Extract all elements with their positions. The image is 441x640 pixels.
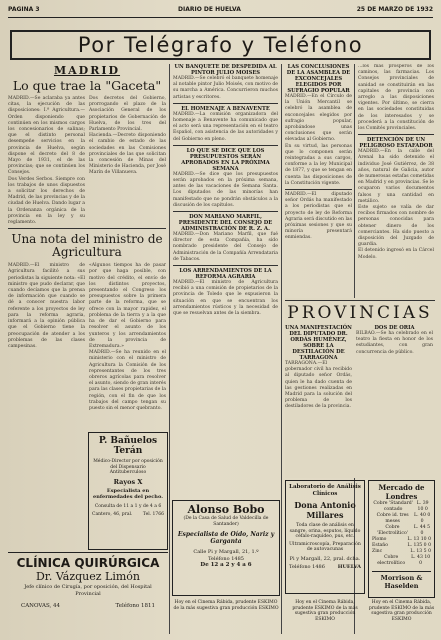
column-divider xyxy=(281,64,282,634)
article-body: MADRID.—En la calle del Arenal ha sido detenido el individuo José Gutiérrez, de 38 años, natural de Galicia, autor de numerosas estafas cometidas en Madrid y en provincias. Se le ocuparon varios documentos falsos y una cantidad en metálico. xyxy=(358,149,434,204)
column-4 xyxy=(358,64,434,304)
issue-date: 25 DE MARZO DE 1932 xyxy=(356,6,433,13)
ad-mercado-londres xyxy=(368,480,435,598)
article-headline: UNA MANIFESTACIÓN DEL DIPUTADO DR. ORDÁS HUMÉNEZ, SOBRE LA DESTILACIÓN DE TARRAGONA xyxy=(285,325,352,361)
ad-text: Jefe clínico de Cirugía, por oposición, del Hospital Provincial xyxy=(24,584,152,597)
price-item: Zinc xyxy=(372,549,383,554)
article-headline: UN BANQUETE DE DESPEDIDA AL PINTOR JULIO MOISES xyxy=(174,64,277,76)
article-body: TARRAGONA.—El gobernador civil ha recibido al diputado señor Ordás, quien le ha dado cuenta de las gestiones realizadas en Madrid para la solución del problema de los destiladores de la provincia. xyxy=(285,361,352,410)
ad-name: Dona Antonio Millares xyxy=(294,500,356,520)
article-body: Dos decretos del Gobierno, prorrogando el plazo de la Asociación General de los propietarios de Gobernación de Huelva, de los tres del Parlamento Provincial. xyxy=(89,96,166,133)
article-headline: LAS CONCLUSIONES DE LA ASAMBLEA DE EXCONCEJALES ELEGIDOS POR SUFRAGIO POPULAR xyxy=(286,64,351,94)
article-body: «Algunos tiempos ha de pasar por que haga posible, con motivo del crédito, el envío de los distintos proyectos, presentando el Congreso los presupuestos sobre la primera parte de la reforma, que se ofrece con la mayor rapidez, el problema de la tierra y a la que ha de dar el Gobierno para resolver el asunto de los yunteros y los arrendamientos de la provincia de Extremadura.» xyxy=(89,263,166,349)
article-body: MADRID.—El diputado señor Ordás ha manifestado a los periodistas que el proyecto de ley de Reforma Agraria será discutido en las próximas sesiones y que su minoría presentará enmiendas. xyxy=(285,192,352,241)
article-body: MADRID.—Se dice que los presupuestos serán aprobados en la próxima semana, antes de las vacaciones de Semana Santa. Los diputados de las minorías han manifestado que no pondrán obstáculos a la discusión de los capítulos. xyxy=(173,171,278,208)
ad-address: Pi y Margall, 22, pral. dcha. xyxy=(289,555,361,562)
article-body: MADRID.—El ministro de Agricultura recibió a una comisión de propietarios de la provincia de Toledo que le expusieron la situación en que se encuentran los arrendamientos rústicos y la necesidad de que se resuelvan antes de la siembra. xyxy=(173,280,278,317)
ad-phone: Tel. 1766 xyxy=(142,511,164,517)
ad-banuelos xyxy=(88,432,168,550)
price-item: Cobre electrolítico xyxy=(377,555,406,566)
ad-laboratorio xyxy=(285,480,365,594)
ad-address: CANOVAS, 44 xyxy=(21,603,61,609)
article-body: MADRID.—El ministro de Agricultura facilitó a sus periodistas la siguiente nota: «El ministro que pudo declarar, que cuando decíamos que la prensa de información que cuando se dé a conocer nuestra labor referente a los proyectos de ley para la reforma agraria, informará a la opinión pública que el Gobierno tiene la preocupación de atender a los problemas de las clases campesinas. xyxy=(8,263,85,349)
price-item: Estaño xyxy=(372,543,389,548)
ad-city: HUELVA xyxy=(337,563,361,570)
ad-text: Consulta de 11 a 1 y de 4 a 6 xyxy=(94,503,162,509)
article-body: BILBAO.—Se ha celebrado en el teatro la fiesta en honor de los estudiantes, con gran concurrencia de público. xyxy=(356,331,433,355)
article-body: ...los más prósperos de los caminos, las farmacias. Los Consejos provinciales de sanidad se constituirán en las capitales de provincia con arreglo a las disposiciones vigentes. Por último, se cierra en las sociedades constituidas de los interesados y se procederá a la constitución de los Comités provinciales. xyxy=(358,64,434,132)
article-separator xyxy=(285,189,352,190)
price-value: L. 44 5 0 xyxy=(413,525,431,536)
ad-text: Especialista de Oído, Nariz y Garganta xyxy=(177,531,275,545)
article-body: El detenido ingresó en la Cárcel Modelo. xyxy=(358,248,434,260)
article-body: Este sujeto se valía de dar recibos firmados con nombre de personas conocidas para obtener dinero de los comerciantes. Ha sido puesto a disposición del Juzgado de guardia. xyxy=(358,205,434,248)
ad-text: (De la Casa de Salud de Valdecilla de Santander) xyxy=(183,516,269,527)
ad-alonso-bobo xyxy=(172,500,280,596)
article-separator xyxy=(173,103,278,104)
ad-text: Médico-Director por oposición del Dispensario Antituberculoso xyxy=(93,459,163,475)
ad-text: Especialista en enfermedades del pecho. xyxy=(93,487,163,500)
article-headline: LOS ARRENDAMIENTOS DE LA REFORMA AGRARIA xyxy=(179,268,272,281)
article-body: MADRID.—En el Círculo de la Unión Mercantil se celebró la asamblea de exconcejales elegidos por sufragio popular, aprobándose unas conclusiones que serán elevadas al Gobierno. xyxy=(285,94,352,143)
article-separator xyxy=(285,300,435,301)
article-separator xyxy=(173,265,278,266)
ad-name: Dr. Vázquez Limón xyxy=(35,570,141,583)
banner-title: Por Telégrafo y Teléfono xyxy=(77,33,364,57)
ad-text: Ultramicroscopía, Preparación de autovacunas xyxy=(289,541,361,553)
section-heading: MADRID xyxy=(53,64,121,77)
price-item: Cobre 'Standard' contado xyxy=(373,501,413,512)
ad-title: Laboratorio de Análisis Clínicos xyxy=(289,484,361,497)
article-separator xyxy=(173,145,278,146)
article-separator xyxy=(8,228,166,229)
article-body: MADRID.—Se aclaraba ya antes citas, la ejecución de las disposiciones: I.ª Agricultura.—Orden disponiendo que continúen en los mismos cargos los concesionarios de salinas; que el distinto personal desempeñe servicios en la provincia de Huelva, según dispone el decreto del 8 de Mayo de 1931, el de las provincias; que se continúen los Consejos. xyxy=(8,96,85,176)
price-value: L. 13 10 0 xyxy=(407,537,431,542)
article-body: MADRID.—Se celebró el banquete homenaje al notable pintor Julio Moisés, con motivo de su marcha a América. Concurrieron muchos artistas y escritores. xyxy=(173,76,278,100)
article-headline: Una nota del ministro de Agricultura xyxy=(11,232,163,260)
ad-name: Alonso Bobo xyxy=(187,503,265,516)
cinema-note: Hoy en el Cinema Rábida, prudente ESKIMO de la más sugestiva gran producción ESKIMO xyxy=(173,600,279,611)
ad-title: CLÍNICA QUIRÚRGICA xyxy=(16,556,160,570)
ad-firm: Morrison & Haselden xyxy=(372,571,431,590)
price-row xyxy=(372,525,431,537)
ad-text: Rayos X xyxy=(113,477,143,486)
column-3 xyxy=(285,64,352,294)
column-madrid xyxy=(8,64,166,464)
page-header xyxy=(8,4,433,16)
column-divider xyxy=(169,64,170,634)
price-row xyxy=(372,555,431,567)
provincias-section xyxy=(285,298,435,478)
article-separator xyxy=(358,134,434,135)
price-value: L. 13 5 0 xyxy=(410,549,431,554)
article-headline: DOS DE ORIA xyxy=(374,325,415,331)
ad-phone: Teléfono 1811 xyxy=(115,603,155,609)
article-headline: EL HOMENAJE A BENAVENTE xyxy=(181,105,270,112)
ad-address: Cantero, 46, pral. xyxy=(92,511,133,517)
ad-address: Calle Pi y Margall, 21, 1.º xyxy=(193,549,259,555)
cinema-note: Hoy en el Cinema Rábida, prudente ESKIMO de la más sugestiva gran producción ESKIMO xyxy=(368,600,435,622)
price-value: L. 43 10 0 xyxy=(411,555,431,566)
price-item: Plomo xyxy=(372,537,387,542)
price-value: L. 135 0 0 xyxy=(407,543,431,548)
article-body: Dos Verdes Serbos. Siempre con los trabajos de unos dispuestos a solicitar los derechos de Madrid, de las provincias y de la ciudad de Huelva. Dando lugar a la Ordenanza orgánica de la provincia en la ley y su reglamento. xyxy=(8,176,85,226)
article-headline: Lo que trae la "Gaceta" xyxy=(12,78,162,93)
ad-clinica xyxy=(8,552,168,634)
price-value: L. 40 0 0 xyxy=(414,513,431,524)
header-rule xyxy=(8,17,433,18)
column-2 xyxy=(173,64,278,494)
article-body: MADRID.—Don Mariano Marfil, que fué director de esta Compañía, ha sido nombrado presidente del Consejo de Administración de la Compañía Arrendataria de Tabacos. xyxy=(173,232,278,262)
ad-name: P. Bañuelos Terán xyxy=(98,436,158,456)
cinema-note: Hoy en el Cinema Rábida, prudente ESKIMO de la más sugestiva gran producción ESKIMO xyxy=(292,600,358,622)
article-body: En su virtud, las personas que lo componen serán reintegradas a sus cargos, conforme a la ley Municipal de 1877, y que se tengan en cuenta las disposiciones de la Constitución vigente. xyxy=(285,143,352,186)
price-item: Cobre id. tres meses xyxy=(376,513,409,524)
section-heading: PROVINCIAS xyxy=(287,303,433,323)
ad-phone: Teléfono 1486 xyxy=(289,563,325,570)
newspaper-name: DIARIO DE HUELVA xyxy=(178,6,241,13)
article-body: MADRID.—Se ha reunido en el ministerio con el ministro de Agricultura la Comisión de los representantes de los tres obreros agrícolas para resolver el asunto, siendo de gran interés para las clases propietarias de la región, con el fin de que los trabajos del campo tengan su puesto sin el menor quebranto. xyxy=(89,350,166,411)
article-body: Hacienda.—Decreto disponiendo el cambio de estado de las sociedades en las Comisiones provinciales de las que solicitan la concesión de Minas del Ministerio de Hacienda, por José Marín de Villanueva. xyxy=(89,133,166,176)
price-value: L. 39 10 0 xyxy=(416,501,429,512)
section-banner xyxy=(10,30,431,60)
ad-title: Mercado de Londres xyxy=(378,483,425,501)
article-headline: DON MARIANO MARFIL, PRESIDENTE DEL CONSEJO DE ADMINISTRACIÓN DE R. Z. A. xyxy=(178,214,273,233)
price-item: Cobre 'Electrolítico' xyxy=(376,525,408,536)
article-headline: DETENCIÓN DE UN PELIGROSO ESTAFADOR xyxy=(359,137,433,150)
ad-text: Toda clase de análisis en sangre, orina, esputos, líquido céfalo-raquídeo, pus, etc. xyxy=(289,523,361,540)
price-row xyxy=(372,501,431,513)
page-number: PAGINA 3 xyxy=(8,6,40,13)
ad-text: De 12 a 2 y 4 a 6 xyxy=(200,562,252,568)
price-row xyxy=(372,513,431,525)
article-headline: LO QUE SE DICE QUE LOS PRESUPUESTOS SERÁN APROBADOS EN LA PRÓXIMA SEMANA xyxy=(181,147,270,172)
price-list xyxy=(372,501,431,567)
ad-phone: Teléfono 1485 xyxy=(208,555,244,562)
article-separator xyxy=(173,211,278,212)
article-body: MADRID.—La comisión organizadora del homenaje a Benavente ha comunicado que el acto será una representación en el teatro Español, con asistencia de las autoridades y del Gobierno en pleno. xyxy=(173,111,278,142)
